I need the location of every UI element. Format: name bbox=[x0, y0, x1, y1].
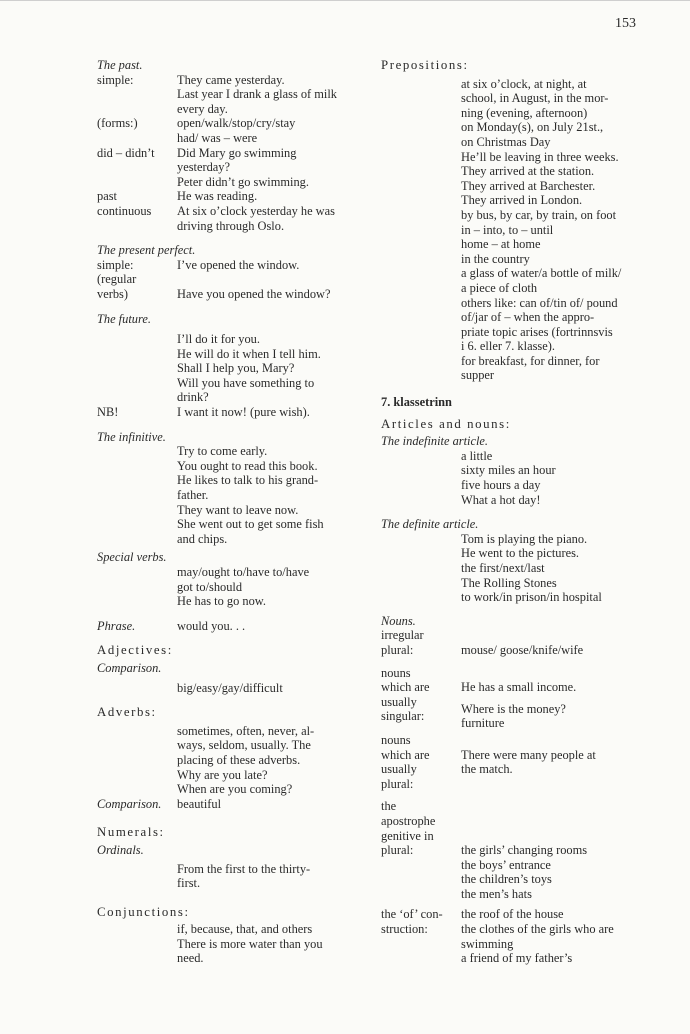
label-verbs: verbs) bbox=[97, 286, 128, 301]
text-line: the first/next/last bbox=[461, 561, 545, 575]
adverbs-comparison bbox=[97, 797, 360, 812]
heading-adjectives: Adjectives: bbox=[97, 643, 173, 658]
label-line: nouns bbox=[381, 732, 411, 747]
section-present-perfect bbox=[97, 243, 360, 301]
text-line: I want it now! (pure wish). bbox=[177, 405, 310, 420]
section-infinitive bbox=[97, 430, 360, 547]
heading-infinitive: The infinitive. bbox=[97, 429, 166, 444]
heading-adverbs: Adverbs: bbox=[97, 705, 157, 720]
section-numerals bbox=[97, 825, 360, 890]
text-line: There were many people at bbox=[461, 747, 596, 762]
page-number: 153 bbox=[615, 16, 636, 31]
subheading-ordinals: Ordinals. bbox=[97, 842, 144, 857]
future-nb bbox=[97, 405, 360, 420]
text-line: They came yesterday. bbox=[177, 72, 285, 87]
text-line: He will do it when I tell him. bbox=[177, 346, 321, 361]
label-line: nouns bbox=[381, 665, 411, 680]
label-line: the ‘of’ con- bbox=[381, 907, 443, 922]
text-line: You ought to read this book. bbox=[177, 458, 318, 473]
past-forms bbox=[97, 116, 360, 145]
subheading-definite: The definite article. bbox=[381, 517, 479, 532]
label-nb: NB! bbox=[97, 405, 119, 420]
text-line: Have you opened the window? bbox=[177, 286, 331, 301]
text-line: yesterday? bbox=[177, 160, 230, 175]
text-line: beautiful bbox=[177, 796, 222, 811]
text-line: open/walk/stop/cry/stay bbox=[177, 116, 296, 131]
text-line: the match. bbox=[461, 762, 513, 777]
text-line: At six o’clock yesterday he was bbox=[177, 203, 335, 218]
text-line: five hours a day bbox=[461, 478, 541, 493]
text-line: I’ve opened the window. bbox=[177, 257, 300, 272]
text-line: had/ was – were bbox=[177, 130, 258, 145]
text-line: ning (evening, afternoon) bbox=[461, 105, 588, 120]
text-line: father. bbox=[177, 488, 209, 503]
text-line: a piece of cloth bbox=[461, 280, 538, 295]
text-line: Peter didn’t go swimming. bbox=[177, 174, 309, 189]
text-line: got to/should bbox=[177, 579, 243, 594]
section-nouns bbox=[381, 614, 637, 966]
text-line: supper bbox=[461, 368, 495, 383]
text-line: sixty miles an hour bbox=[461, 463, 556, 478]
label-line: plural: bbox=[381, 776, 414, 791]
text-line: furniture bbox=[461, 716, 505, 731]
text-line: in – into, to – until bbox=[461, 222, 554, 237]
left-column bbox=[97, 58, 360, 966]
text-line: the girls’ changing rooms bbox=[461, 843, 588, 858]
text-line: a little bbox=[461, 448, 493, 463]
subheading-comparison: Comparison. bbox=[97, 660, 162, 675]
label-continuous: continuous bbox=[97, 203, 152, 218]
nouns-singular bbox=[381, 666, 637, 731]
text-line: He was reading. bbox=[177, 189, 258, 204]
text-line: on Monday(s), on July 21st., bbox=[461, 120, 604, 135]
right-column bbox=[381, 58, 637, 966]
heading-grade: 7. klassetrinn bbox=[381, 395, 452, 410]
text-line: Where is the money? bbox=[461, 701, 566, 716]
heading-past: The past. bbox=[97, 58, 143, 72]
label-comparison: Comparison. bbox=[97, 796, 162, 811]
section-phrase bbox=[97, 619, 360, 634]
label-line: genitive in bbox=[381, 828, 434, 843]
text-line: every day. bbox=[177, 101, 228, 116]
text-line: the boys’ entrance bbox=[461, 857, 551, 872]
text-line: on Christmas Day bbox=[461, 134, 551, 149]
text-line: school, in August, in the mor- bbox=[461, 91, 609, 106]
text-line: in the country bbox=[461, 251, 530, 266]
heading-future: The future. bbox=[97, 311, 151, 326]
text-line: They arrived in London. bbox=[461, 193, 583, 208]
text-line: There is more water than you bbox=[177, 936, 323, 951]
text-line: first. bbox=[177, 876, 201, 891]
text-line: if, because, that, and others bbox=[177, 922, 313, 937]
label-simple: simple: bbox=[97, 257, 134, 272]
text-line: He’ll be leaving in three weeks. bbox=[461, 149, 619, 164]
text-line: When are you coming? bbox=[177, 782, 293, 797]
text-line: Shall I help you, Mary? bbox=[177, 361, 295, 376]
text-line: others like: can of/tin of/ pound bbox=[461, 295, 618, 310]
label-line: which are bbox=[381, 747, 430, 762]
text-line: swimming bbox=[461, 936, 514, 951]
label-line: usually bbox=[381, 762, 417, 777]
past-simple bbox=[97, 73, 360, 117]
nouns-irregular bbox=[381, 628, 637, 657]
text-line: by bus, by car, by train, on foot bbox=[461, 207, 617, 222]
text-line: big/easy/gay/difficult bbox=[177, 680, 283, 695]
label-didnt: did – didn’t bbox=[97, 145, 155, 160]
heading-present-perfect: The present perfect. bbox=[97, 243, 196, 258]
text-line: ways, seldom, usually. The bbox=[177, 738, 311, 753]
label-line: usually bbox=[381, 694, 417, 709]
heading-nouns: Nouns. bbox=[381, 613, 416, 628]
label-phrase: Phrase. bbox=[97, 618, 136, 633]
text-line: drink? bbox=[177, 390, 209, 405]
nouns-plural bbox=[381, 733, 637, 791]
section-grade-7 bbox=[381, 395, 637, 410]
text-line: Try to come early. bbox=[177, 444, 268, 459]
text-line: of/jar of – when the appro- bbox=[461, 310, 595, 325]
past-continuous bbox=[97, 189, 360, 233]
text-line: the men’s hats bbox=[461, 886, 532, 901]
top-rule bbox=[0, 0, 690, 1]
present-perfect-simple bbox=[97, 258, 360, 273]
section-articles bbox=[381, 417, 637, 605]
section-prepositions bbox=[381, 58, 637, 383]
text-line: Did Mary go swimming bbox=[177, 145, 297, 160]
text-line: would you. . . bbox=[177, 618, 246, 633]
label-line: plural: bbox=[381, 843, 414, 858]
nouns-of-construction bbox=[381, 907, 637, 965]
text-line: and chips. bbox=[177, 531, 228, 546]
text-line: the roof of the house bbox=[461, 907, 564, 922]
label-line: irregular bbox=[381, 628, 424, 643]
text-line: Last year I drank a glass of milk bbox=[177, 87, 337, 102]
text-line: need. bbox=[177, 951, 204, 966]
text-line: a friend of my father’s bbox=[461, 951, 573, 966]
text-line: I’ll do it for you. bbox=[177, 332, 260, 347]
text-line: Why are you late? bbox=[177, 767, 268, 782]
text-line: Tom is playing the piano. bbox=[461, 531, 588, 546]
text-line: They arrived at the station. bbox=[461, 164, 595, 179]
text-line: Will you have something to bbox=[177, 375, 315, 390]
text-line: a glass of water/a bottle of milk/ bbox=[461, 266, 622, 281]
section-conjunctions bbox=[97, 905, 360, 966]
text-line: for breakfast, for dinner, for bbox=[461, 353, 600, 368]
text-line: He has to go now. bbox=[177, 594, 267, 609]
past-didnt bbox=[97, 146, 360, 190]
heading-conjunctions: Conjunctions: bbox=[97, 904, 190, 919]
text-line: home – at home bbox=[461, 237, 541, 252]
label-regular: (regular bbox=[97, 272, 137, 287]
label-line: apostrophe bbox=[381, 813, 436, 828]
text-line: to work/in prison/in hospital bbox=[461, 590, 602, 605]
text-line: She went out to get some fish bbox=[177, 517, 324, 532]
label-simple: simple: bbox=[97, 72, 134, 87]
text-line: sometimes, often, never, al- bbox=[177, 723, 315, 738]
subheading-indefinite: The indefinite article. bbox=[381, 434, 489, 449]
text-line: may/ought to/have to/have bbox=[177, 565, 310, 579]
section-special-verbs bbox=[97, 550, 360, 608]
text-line: They want to leave now. bbox=[177, 502, 299, 517]
section-adverbs bbox=[97, 705, 360, 811]
text-line: mouse/ goose/knife/wife bbox=[461, 642, 584, 657]
text-line: the children’s toys bbox=[461, 872, 552, 887]
text-line: placing of these adverbs. bbox=[177, 752, 301, 767]
section-past bbox=[97, 58, 360, 233]
label-line: singular: bbox=[381, 709, 425, 724]
heading-numerals: Numerals: bbox=[97, 825, 165, 840]
text-line: From the first to the thirty- bbox=[177, 861, 311, 876]
nouns-apostrophe-genitive bbox=[381, 799, 637, 901]
text-line: at six o’clock, at night, at bbox=[461, 76, 587, 91]
heading-articles: Articles and nouns: bbox=[381, 416, 511, 431]
present-perfect-regular bbox=[97, 272, 360, 301]
label-forms: (forms:) bbox=[97, 116, 138, 131]
section-future bbox=[97, 312, 360, 420]
label-past: past bbox=[97, 189, 117, 204]
text-line: What a hot day! bbox=[461, 492, 541, 507]
text-line: i 6. eller 7. klasse). bbox=[461, 339, 555, 354]
text-line: They arrived at Barchester. bbox=[461, 178, 596, 193]
text-line: the clothes of the girls who are bbox=[461, 922, 614, 937]
text-line: The Rolling Stones bbox=[461, 575, 557, 590]
text-line: He has a small income. bbox=[461, 680, 577, 695]
heading-special-verbs: Special verbs. bbox=[97, 550, 167, 565]
label-line: struction: bbox=[381, 922, 428, 937]
text-line: He likes to talk to his grand- bbox=[177, 473, 319, 488]
section-adjectives bbox=[97, 643, 360, 695]
label-line: which are bbox=[381, 680, 430, 695]
text-line: priate topic arises (fortrinnsvis bbox=[461, 324, 613, 339]
label-line: plural: bbox=[381, 642, 414, 657]
heading-prepositions: Prepositions: bbox=[381, 58, 469, 72]
label-line: the bbox=[381, 799, 397, 814]
text-line: driving through Oslo. bbox=[177, 218, 285, 233]
text-line: He went to the pictures. bbox=[461, 546, 580, 561]
